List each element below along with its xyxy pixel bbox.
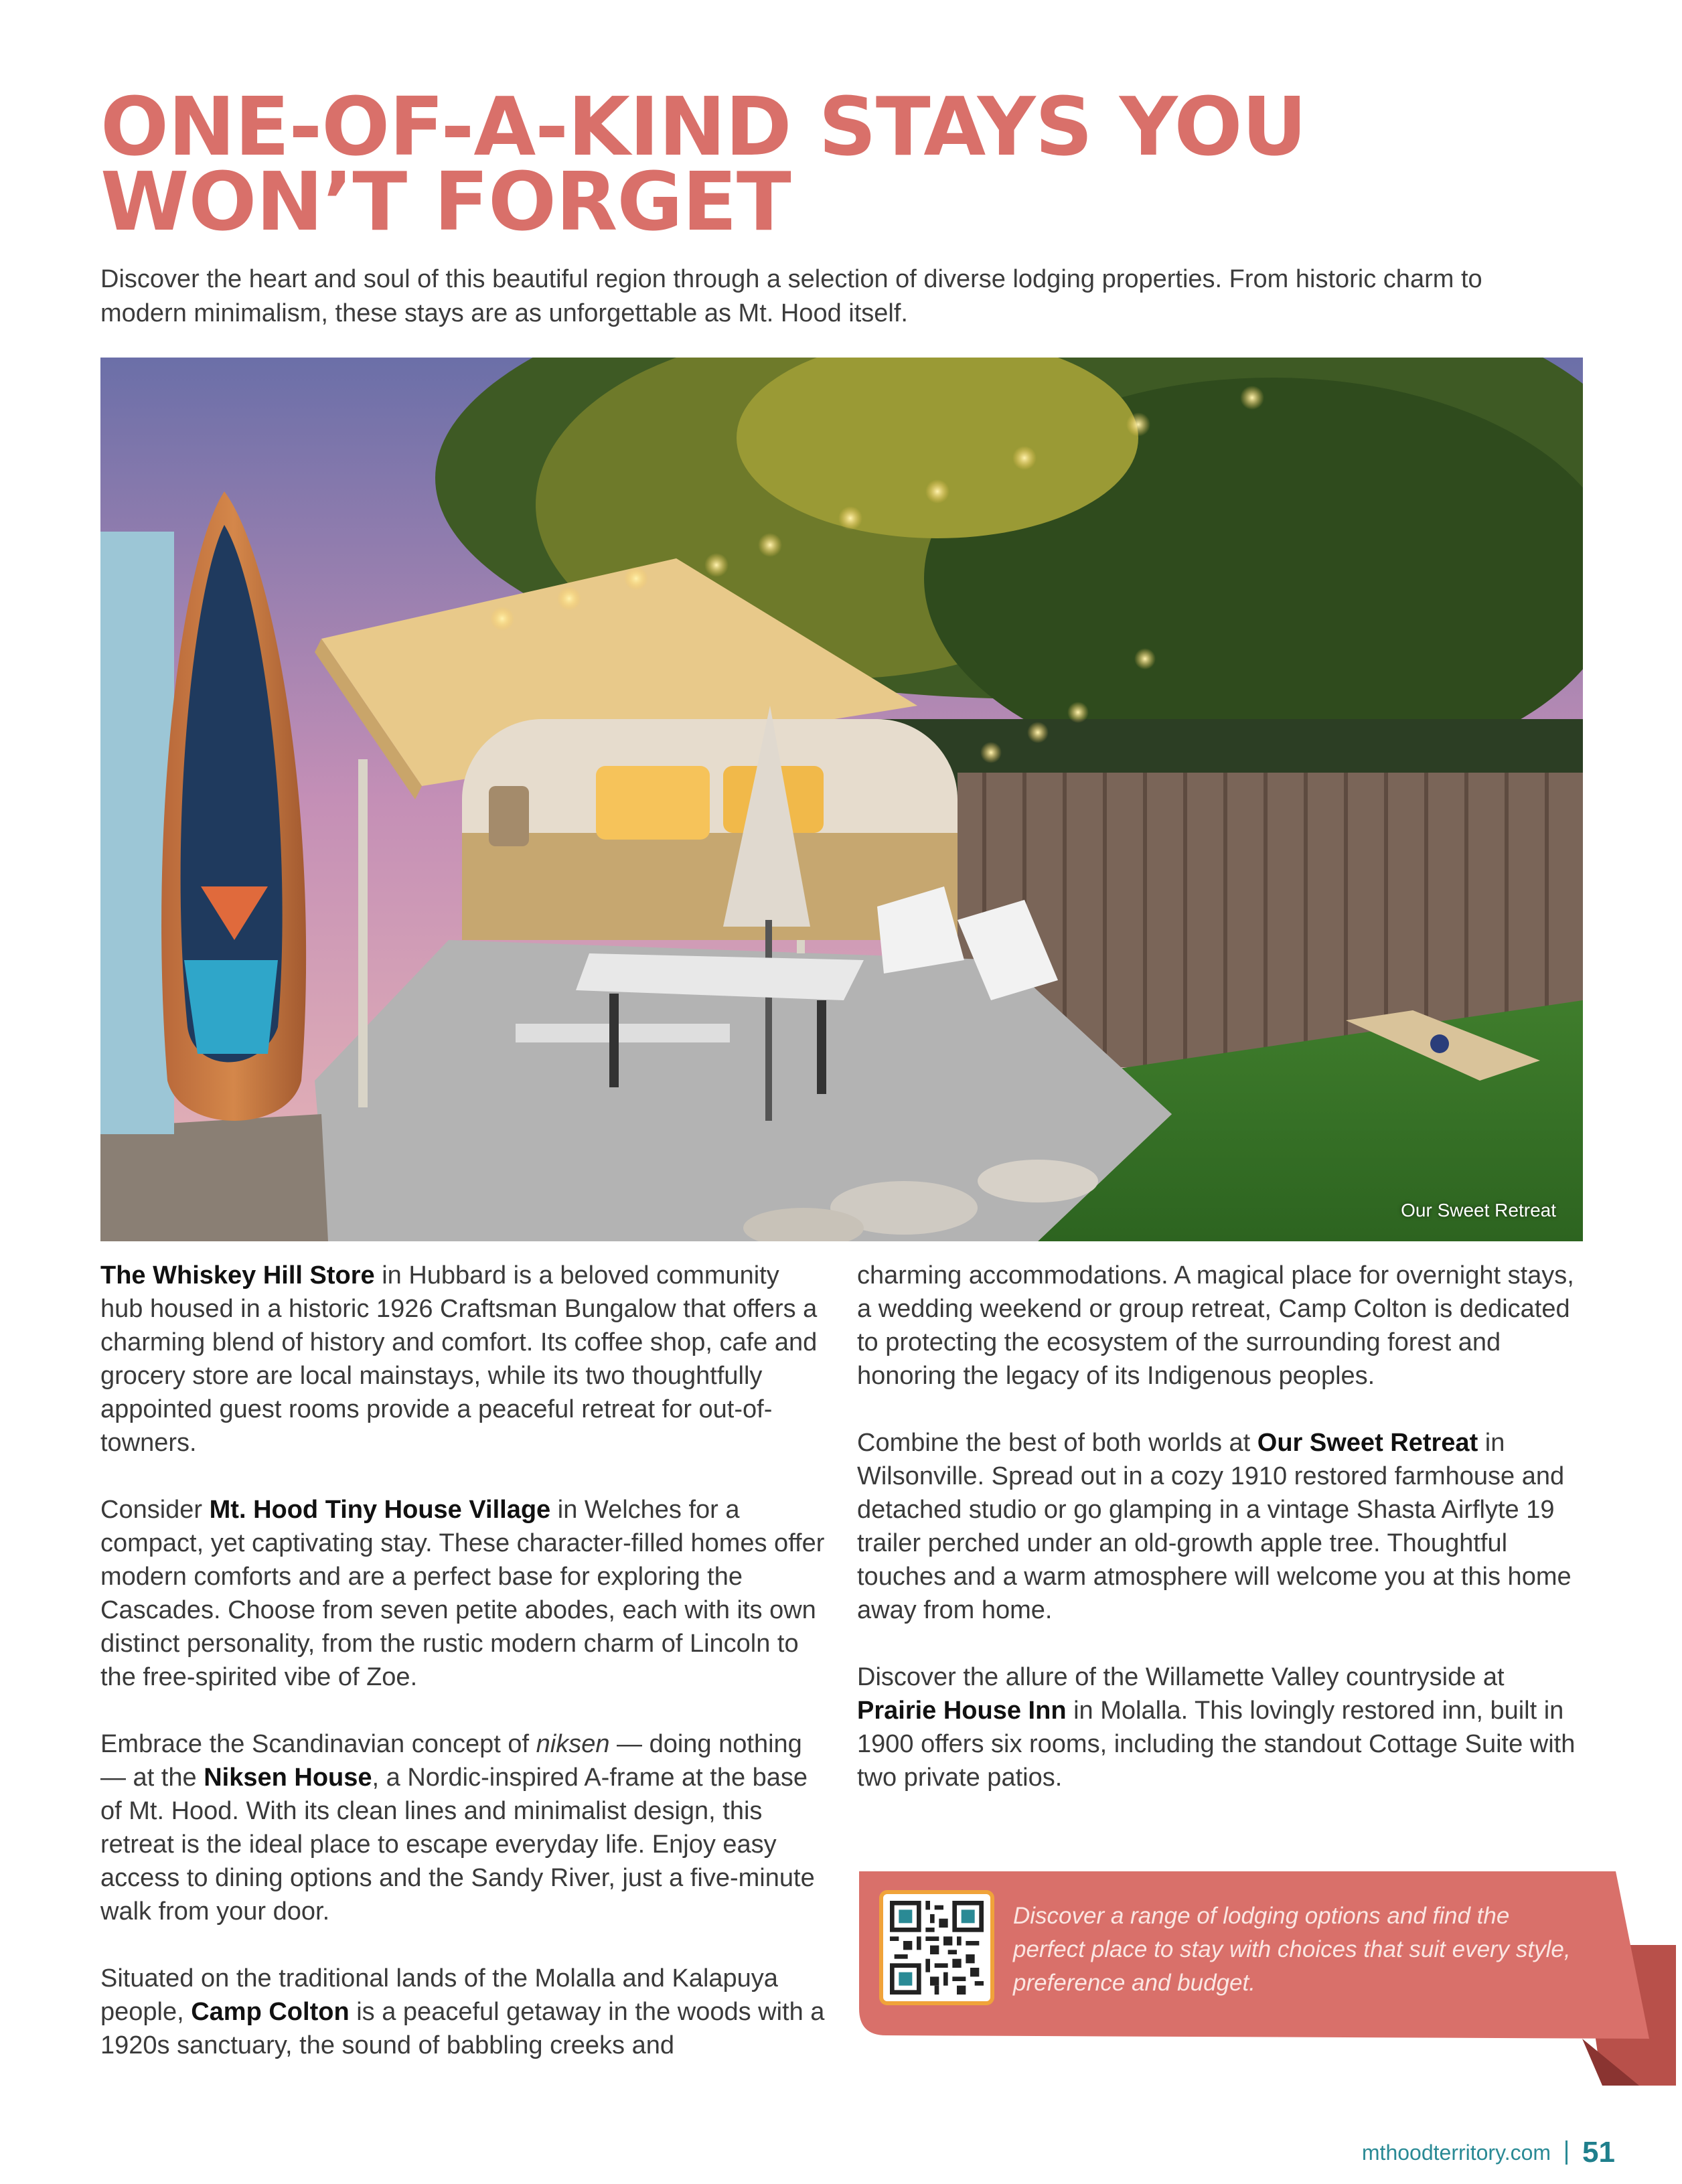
callout-banner — [859, 1871, 1676, 2035]
callout-text: Discover a range of lodging options and find the perfect place to stay with choices that suit every style, preference and budget. — [1013, 1903, 1571, 1996]
page-number: 51 — [1582, 2136, 1615, 2169]
venue-name: The Whiskey Hill Store — [100, 1261, 375, 1290]
venue-name: Our Sweet Retreat — [1257, 1429, 1478, 1457]
paragraph-text: Situated on the traditional lands of the Molalla and Kalapuya people, — [100, 1964, 778, 2026]
paragraph-text: , a Nordic-inspired A-frame at the base of Mt. Hood. With its clean lines and minimalist design, this retreat is the ideal place to escape everyday life. Enjoy easy access to dining options and the Sandy River, just a five-minute walk from your door. — [100, 1764, 815, 1926]
paragraph-text: in Welches for a compact, yet captivating stay. These character-filled homes offer modern comforts and are a perfect base for exploring the Cascades. Choose from seven petite abodes, each with its own distinct personality, from the rustic modern charm of Lincoln to the free-spirited vibe of Zoe. — [100, 1496, 825, 1691]
intro-paragraph: Discover the heart and soul of this beautiful region through a selection of diverse lodging properties. From historic charm to modern minimalism, these stays are as unforgettable as Mt. Hood itself. — [100, 265, 1482, 327]
title-line-1: ONE-OF-A-KIND STAYS YOU — [100, 81, 1306, 174]
venue-name: Camp Colton — [191, 1998, 350, 2026]
page-title — [100, 81, 1440, 249]
paragraph-text: in Molalla. This lovingly restored inn, built in 1900 offers six rooms, including the standout Cottage Suite with two private patios. — [857, 1697, 1576, 1792]
venue-name: Prairie House Inn — [857, 1697, 1067, 1725]
italic-term: niksen — [536, 1730, 610, 1758]
left-column — [100, 1259, 827, 2096]
venue-name: Mt. Hood Tiny House Village — [209, 1496, 551, 1524]
paragraph-camp-colton — [100, 1962, 827, 2062]
paragraph-text: — doing nothing — at the — [100, 1730, 802, 1792]
qr-code-graphic — [890, 1901, 984, 1995]
venue-name: Niksen House — [204, 1764, 372, 1792]
paragraph-prairie-house — [857, 1660, 1580, 1794]
feature-photo — [100, 358, 1583, 1241]
paragraph-tiny-house — [100, 1493, 827, 1694]
paragraph-text: Combine the best of both worlds at — [857, 1429, 1257, 1457]
page-footer — [1362, 2136, 1615, 2169]
paragraph-text: Consider — [100, 1496, 210, 1524]
paragraph-sweet-retreat — [857, 1426, 1580, 1627]
paragraph-camp-colton-cont: charming accommodations. A magical place for overnight stays, a wedding weekend or group retreat, Camp Colton is dedicated to protecting the ecosystem of the surrounding forest and honoring the legacy of its Indigenous peoples. — [857, 1261, 1574, 1390]
footer-url[interactable]: mthoodterritory.com — [1361, 2140, 1551, 2165]
paragraph-text: is a peaceful getaway in the woods with a 1920s sanctuary, the sound of babbling creeks and — [100, 1998, 825, 2059]
paragraph-text: Embrace the Scandinavian concept of — [100, 1730, 536, 1758]
paragraph-text: in Wilsonville. Spread out in a cozy 1910 restored farmhouse and detached studio or go glamping in a vintage Shasta Airflyte 19 trailer perched under an old-growth apple tree. Thoughtful touches and a warm atmosphere will welcome you at this home away from home. — [857, 1429, 1572, 1624]
photo-caption: Our Sweet Retreat — [1401, 1200, 1556, 1221]
qr-code-icon[interactable] — [879, 1890, 994, 2005]
paragraph-niksen — [100, 1727, 827, 1928]
patio-trailer-photo — [100, 358, 1583, 1241]
paragraph-text: in Hubbard is a beloved community hub housed in a historic 1926 Craftsman Bungalow that offers a charming blend of history and comfort. Its coffee shop, cafe and grocery store are local mainstays, while its two thoughtfully appointed guest rooms provide a peaceful retreat for out-of-towners. — [100, 1261, 818, 1457]
footer-divider — [1565, 2140, 1568, 2165]
paragraph-text: Discover the allure of the Willamette Valley countryside at — [857, 1663, 1505, 1691]
right-column — [857, 1259, 1580, 1828]
paragraph-whiskey-hill — [100, 1259, 827, 1460]
title-line-2: WON’T FORGET — [100, 156, 791, 249]
